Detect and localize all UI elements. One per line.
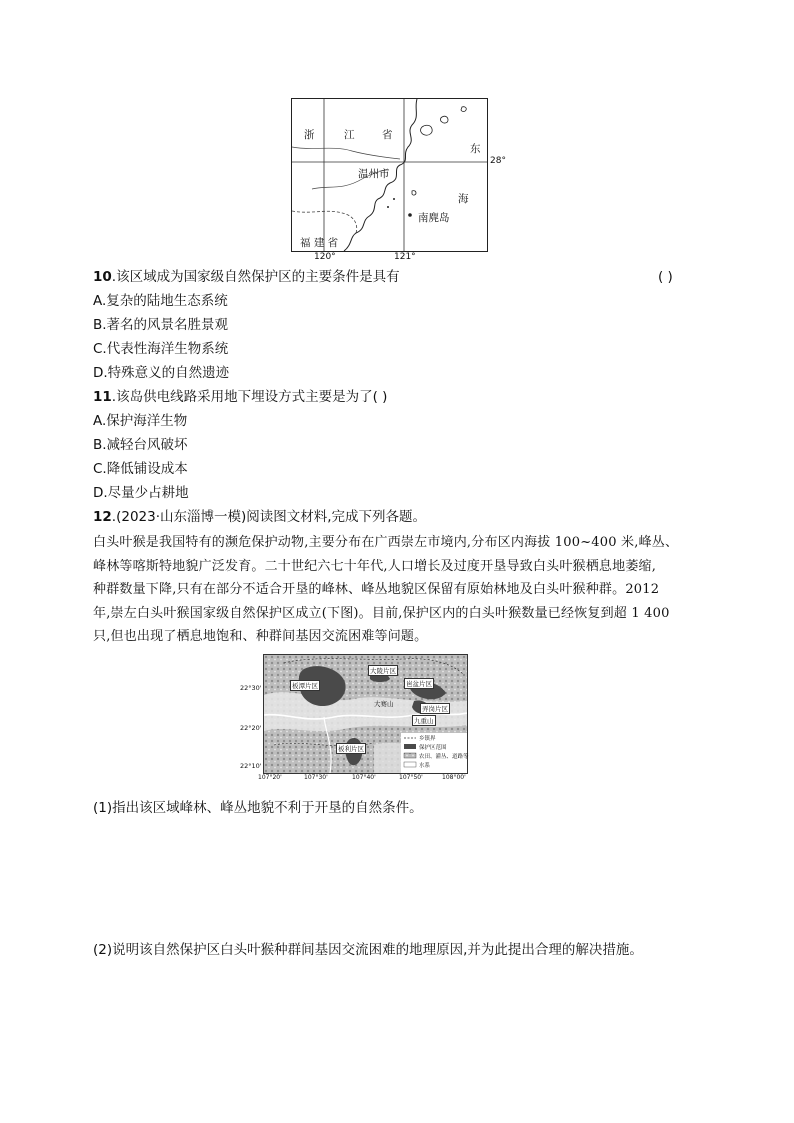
question-11-option-c: C.降低铺设成本 [93, 461, 188, 477]
question-10-stem [93, 268, 400, 286]
label-fujian: 福 建 省 [300, 237, 339, 249]
question-11-number: 11 [93, 389, 112, 405]
area-label-daling: 大陵片区 [370, 667, 396, 675]
question-10-option-b: B.著名的风景名胜景观 [93, 317, 229, 333]
question-10-number: 10 [93, 269, 112, 285]
question-11-text: .该岛供电线路采用地下埋设方式主要是为了( ) [111, 389, 388, 405]
question-10-option-c: C.代表性海洋生物系统 [93, 341, 229, 357]
question-12-text: .(2023·山东淄博一模)阅读图文材料,完成下列各题。 [111, 509, 427, 525]
question-12-sub-1: (1)指出该区域峰林、峰丛地貌不利于开垦的自然条件。 [93, 800, 423, 816]
question-11-stem [93, 388, 387, 406]
lon-tick-10800: 108°00' [442, 774, 466, 781]
lat-tick-2210: 22°10' [240, 762, 262, 770]
area-label-jiuchongshan: 九重山 [414, 717, 434, 725]
label-zhejiang-3: 省 [382, 129, 393, 141]
lat-tick-2230: 22°30' [240, 684, 262, 692]
legend-water: 水系 [419, 763, 431, 769]
lat-tick-2220: 22°20' [240, 724, 262, 732]
question-12-number: 12 [93, 509, 112, 525]
area-label-bantan: 板潭片区 [292, 682, 318, 690]
lon-tick-10750: 107°50' [399, 774, 423, 781]
label-nanji-island: 南麂岛 [418, 212, 450, 224]
lon-tick-10730: 107°30' [304, 774, 328, 781]
lon-tick-10740: 107°40' [352, 774, 376, 781]
question-10-option-d: D.特殊意义的自然遗迹 [93, 365, 230, 381]
lon-tick-10720: 107°20' [258, 774, 282, 781]
label-wenzhou: 温州市 [358, 168, 390, 180]
question-12-sub-2: (2)说明该自然保护区白头叶猴种群间基因交流困难的地理原因,并为此提出合理的解决措施。 [93, 942, 643, 958]
question-11-option-a: A.保护海洋生物 [93, 413, 188, 429]
question-11-option-d: D.尽量少占耕地 [93, 485, 189, 501]
area-label-bapen: 岜盆片区 [406, 680, 432, 688]
label-lat-28: 28° [490, 156, 506, 166]
label-hai: 海 [458, 193, 469, 205]
area-label-banli: 板利片区 [338, 745, 364, 753]
material-line: 种群数量下降,只有在部分不适合开垦的峰林、峰丛地貌区保留有原始林地及白头叶猴种群。2012 [93, 582, 660, 597]
label-dong: 东 [470, 143, 481, 155]
question-10-option-a: A.复杂的陆地生态系统 [93, 293, 228, 309]
question-11-option-b: B.减轻台风破坏 [93, 437, 188, 453]
legend-farmland: 农田、灌丛、道路等 [419, 754, 469, 760]
label-zhejiang-1: 浙 [304, 129, 315, 141]
material-line: 白头叶猴是我国特有的濒危保护动物,主要分布在广西崇左市境内,分布区内海拔 100~400 米,峰丛、 [93, 535, 679, 550]
question-10-text: .该区域成为国家级自然保护区的主要条件是具有 [111, 269, 400, 285]
material-line: 只,但也出现了栖息地饱和、种群间基因交流困难等问题。 [93, 629, 428, 644]
reserve-map [240, 654, 469, 781]
legend-boundary: 乡镇界 [419, 736, 436, 742]
material-line: 峰林等喀斯特地貌广泛发育。二十世纪六七十年代,人口增长及过度开垦导致白头叶猴栖息地萎缩, [93, 558, 657, 574]
coast-map [291, 98, 506, 262]
material-line: 年,崇左白头叶猴国家级自然保护区成立(下图)。目前,保护区内的白头叶猴数量已经恢复到超 1 400 [93, 605, 670, 621]
question-12-stem [93, 508, 426, 526]
question-12-material [93, 531, 705, 649]
label-lon-120: 120° [314, 252, 336, 262]
area-label-nonggang: 弄岗片区 [422, 705, 448, 713]
legend-reserve: 保护区范围 [419, 745, 447, 751]
label-zhejiang-2: 江 [344, 129, 355, 141]
question-10-answer-bracket: ( ) [658, 269, 673, 285]
label-lon-121: 121° [394, 252, 416, 262]
area-label-dasaishan: 大赛山 [374, 700, 394, 708]
